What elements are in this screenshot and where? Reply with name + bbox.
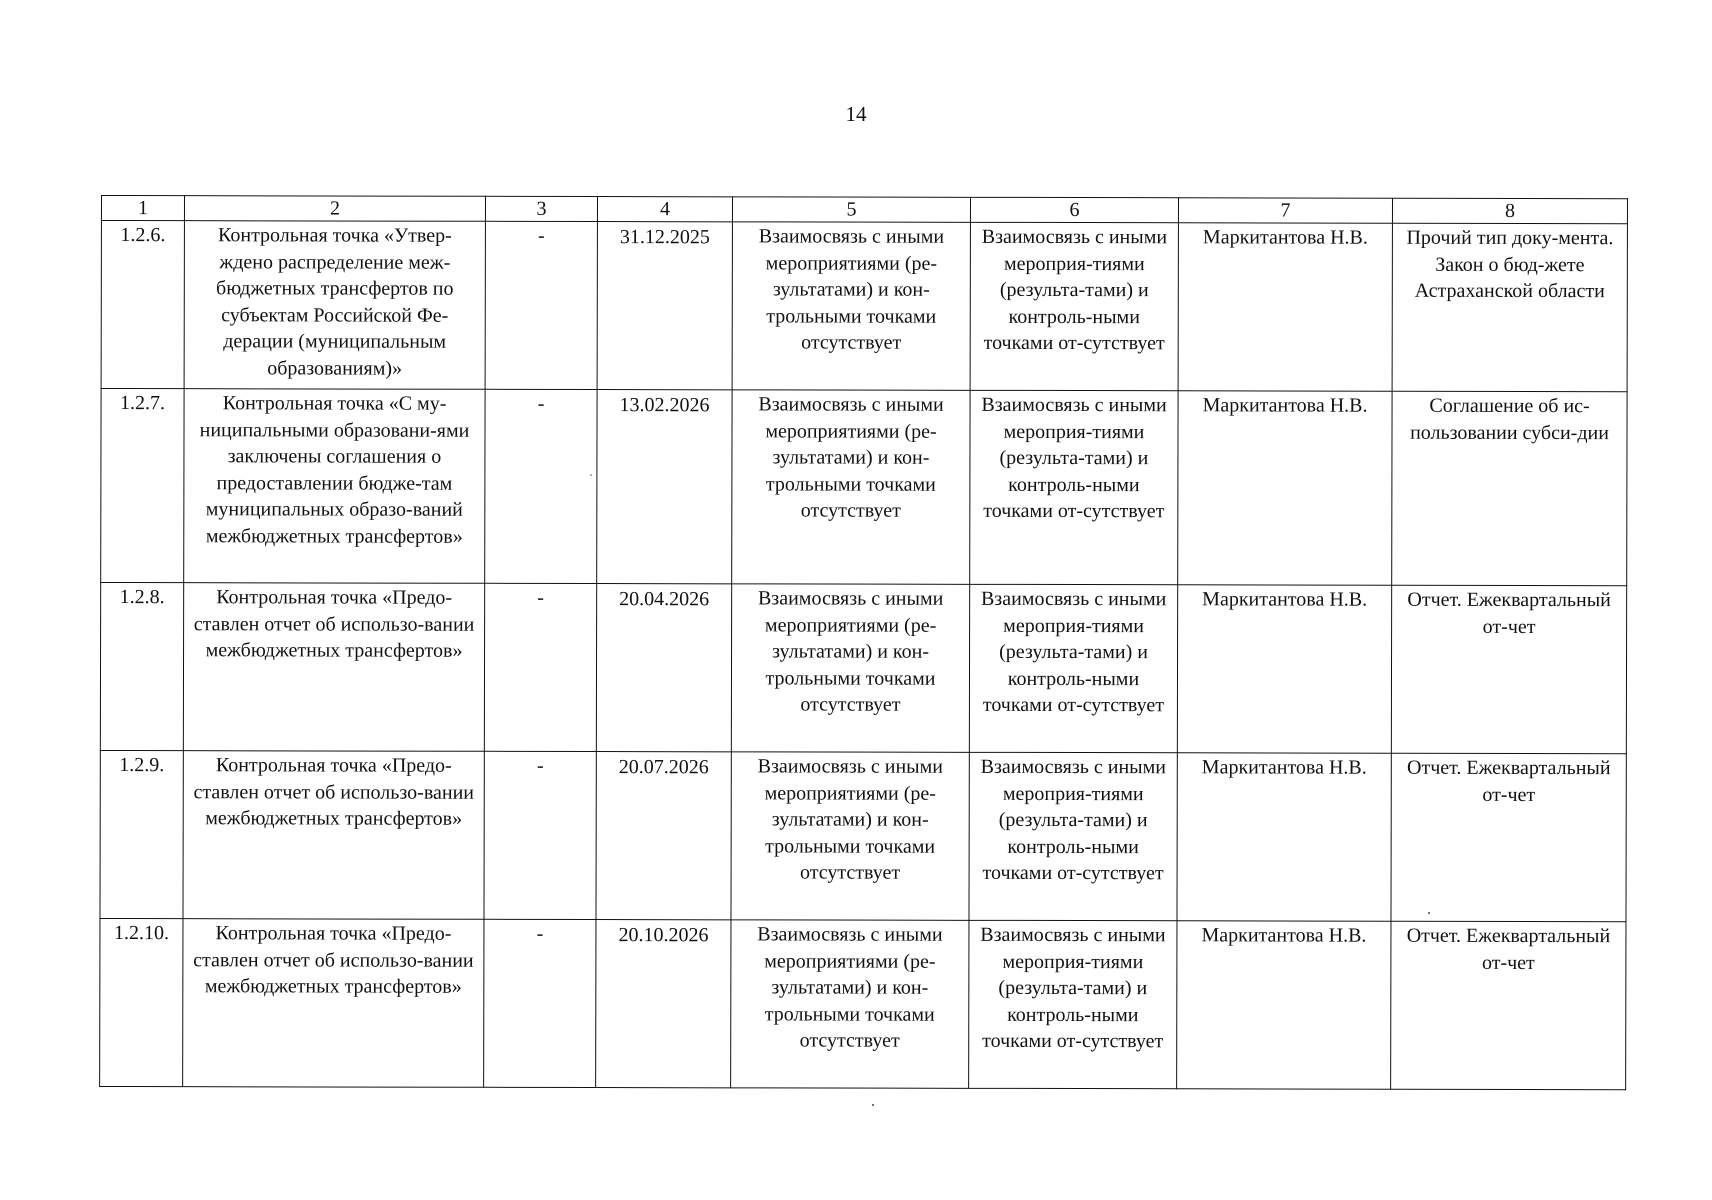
- dash-cell: -: [485, 221, 597, 389]
- control-point-name-cell: Контрольная точка «Предо-ставлен отчет об использо-вании межбюджетных трансфертов»: [183, 919, 484, 1088]
- row-number-cell: 1.2.9.: [100, 751, 183, 919]
- scan-speck: [872, 1104, 874, 1106]
- responsible-cell: Маркитантова Н.В.: [1177, 921, 1391, 1089]
- responsible-cell: Маркитантова Н.В.: [1178, 223, 1392, 391]
- column-header: 5: [732, 197, 970, 223]
- document-type-cell: Отчет. Ежеквартальный от-чет: [1391, 753, 1626, 921]
- page-number: 14: [845, 102, 867, 126]
- row-number-cell: 1.2.10.: [100, 919, 183, 1087]
- control-points-table: [99, 195, 1628, 1090]
- control-point-name-cell: Контрольная точка «Утвер-ждено распределение меж-бюджетных трансфертов по субъектам Российской Фе-дерации (муниципальным образованиям)»: [184, 221, 485, 390]
- row-number-cell: 1.2.6.: [101, 221, 184, 389]
- responsible-cell: Маркитантова Н.В.: [1178, 391, 1392, 586]
- control-point-name-cell: Контрольная точка «С му-ниципальными образовани-ями заключены соглашения о предоставлении бюдже-там муниципальных образо-ваний межбюджетных трансфертов»: [184, 389, 485, 584]
- table-row: [100, 919, 1626, 1090]
- table-header-row: [101, 196, 1627, 224]
- relation-measures-cell: Взаимосвязь с иными мероприя-тиями (результа-тами) и контроль-ными точками от-сутствует: [970, 390, 1178, 585]
- relation-measures-cell: Взаимосвязь с иными мероприя-тиями (результа-тами) и контроль-ными точками от-сутствует: [969, 752, 1177, 920]
- row-number-cell: 1.2.8.: [100, 583, 183, 751]
- dash-cell: -: [484, 919, 596, 1087]
- table-row: [101, 221, 1627, 392]
- table-row: [100, 751, 1626, 922]
- relation-activities-cell: Взаимосвязь с иными мероприятиями (ре-зультатами) и кон-трольными точками отсутствует: [731, 752, 969, 920]
- date-cell: 20.10.2026: [596, 920, 731, 1088]
- relation-activities-cell: Взаимосвязь с иными мероприятиями (ре-зультатами) и кон-трольными точками отсутствует: [732, 390, 970, 585]
- responsible-cell: Маркитантова Н.В.: [1177, 753, 1391, 921]
- control-point-name-cell: Контрольная точка «Предо-ставлен отчет об использо-вании межбюджетных трансфертов»: [183, 583, 484, 752]
- date-cell: 31.12.2025: [597, 222, 732, 390]
- scan-speck: [590, 474, 592, 476]
- document-type-cell: Отчет. Ежеквартальный от-чет: [1391, 921, 1626, 1089]
- document-type-cell: Соглашение об ис-пользовании субси-дии: [1392, 391, 1627, 586]
- dash-cell: -: [485, 389, 597, 583]
- relation-activities-cell: Взаимосвязь с иными мероприятиями (ре-зультатами) и кон-трольными точками отсутствует: [732, 222, 970, 390]
- row-number-cell: 1.2.7.: [101, 389, 184, 583]
- relation-measures-cell: Взаимосвязь с иными мероприя-тиями (результа-тами) и контроль-ными точками от-сутствует: [969, 920, 1177, 1088]
- table-row: [100, 583, 1626, 754]
- responsible-cell: Маркитантова Н.В.: [1177, 585, 1391, 753]
- dash-cell: -: [484, 751, 596, 919]
- scan-speck: [1428, 912, 1430, 914]
- document-type-cell: Прочий тип доку-мента. Закон о бюд-жете Астраханской области: [1392, 223, 1627, 391]
- column-header: 4: [597, 197, 732, 222]
- relation-measures-cell: Взаимосвязь с иными мероприя-тиями (результа-тами) и контроль-ными точками от-сутствует: [970, 222, 1178, 390]
- column-header: 3: [485, 196, 597, 221]
- column-header: 8: [1392, 198, 1627, 224]
- table-row: [101, 389, 1627, 586]
- relation-measures-cell: Взаимосвязь с иными мероприя-тиями (результа-тами) и контроль-ными точками от-сутствует: [969, 584, 1177, 752]
- document-type-cell: Отчет. Ежеквартальный от-чет: [1391, 585, 1626, 753]
- column-header: 1: [101, 196, 184, 221]
- date-cell: 13.02.2026: [597, 390, 732, 584]
- dash-cell: -: [484, 583, 596, 751]
- relation-activities-cell: Взаимосвязь с иными мероприятиями (ре-зультатами) и кон-трольными точками отсутствует: [731, 920, 969, 1088]
- column-header: 6: [970, 197, 1178, 223]
- column-header: 7: [1178, 198, 1392, 224]
- date-cell: 20.07.2026: [596, 752, 731, 920]
- date-cell: 20.04.2026: [596, 584, 731, 752]
- control-point-name-cell: Контрольная точка «Предо-ставлен отчет об использо-вании межбюджетных трансфертов»: [183, 751, 484, 920]
- column-header: 2: [184, 196, 485, 222]
- relation-activities-cell: Взаимосвязь с иными мероприятиями (ре-зультатами) и кон-трольными точками отсутствует: [731, 584, 969, 752]
